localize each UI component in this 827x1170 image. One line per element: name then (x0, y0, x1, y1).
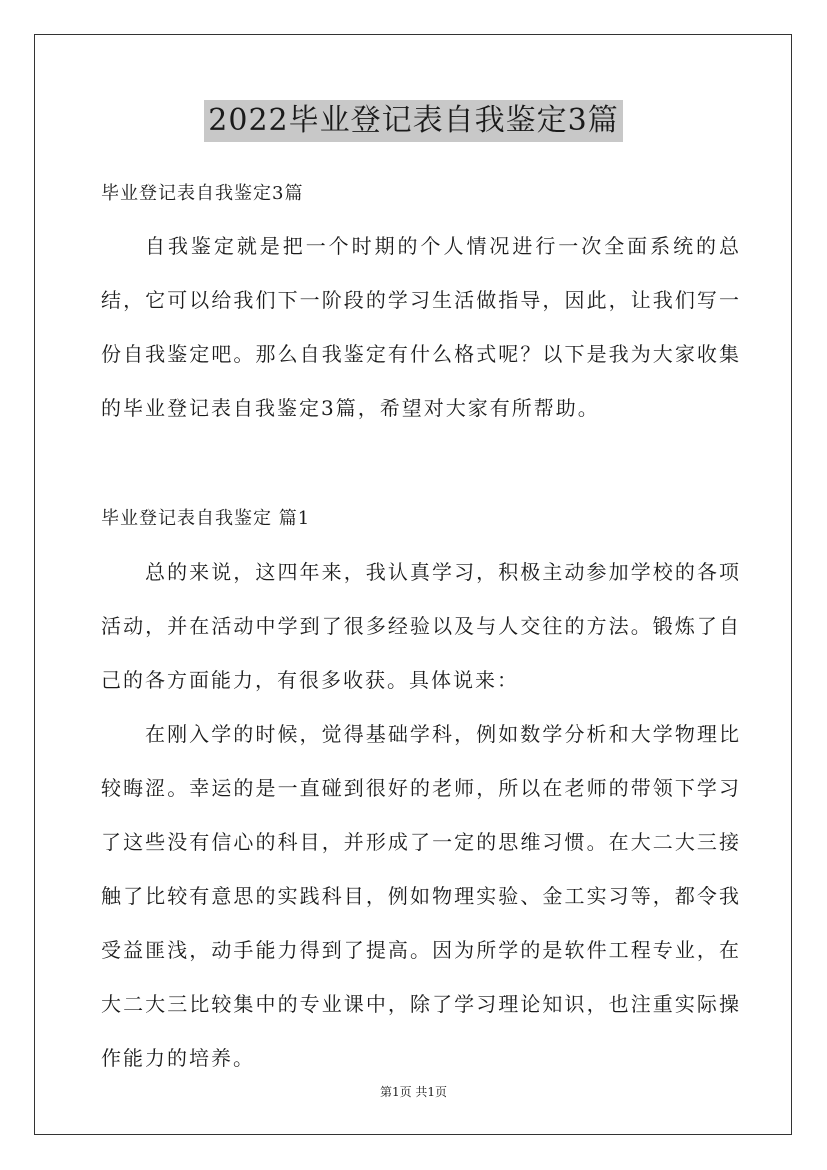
document-title: 2022毕业登记表自我鉴定3篇 (204, 100, 622, 142)
section1-paragraph-2: 在刚入学的时候，觉得基础学科，例如数学分析和大学物理比较晦涩。幸运的是一直碰到很好的老师，所以在老师的带领下学习了这些没有信心的科目，并形成了一定的思维习惯。在大二大三接触了比较有意思的实践科目，例如物理实验、金工实习等，都令我受益匪浅，动手能力得到了提高。因为所学的是软件工程专业，在大二大三比较集中的专业课中，除了学习理论知识，也注重实际操作能力的培养。 (101, 722, 741, 1070)
page-footer: 第1页 共1页 (379, 1085, 448, 1099)
intro-heading: 毕业登记表自我鉴定3篇 (101, 183, 304, 204)
section1-heading: 毕业登记表自我鉴定 篇1 (101, 508, 311, 529)
intro-paragraph: 自我鉴定就是把一个时期的个人情况进行一次全面系统的总结，它可以给我们下一阶段的学习生活做指导，因此，让我们写一份自我鉴定吧。那么自我鉴定有什么格式呢？以下是我为大家收集的毕业登记表自我鉴定3篇，希望对大家有所帮助。 (101, 234, 741, 420)
section1-paragraph-1: 总的来说，这四年来，我认真学习，积极主动参加学校的各项活动，并在活动中学到了很多经验以及与人交往的方法。锻炼了自己的各方面能力，有很多收获。具体说来： (101, 560, 741, 692)
document-title-block (0, 100, 827, 142)
